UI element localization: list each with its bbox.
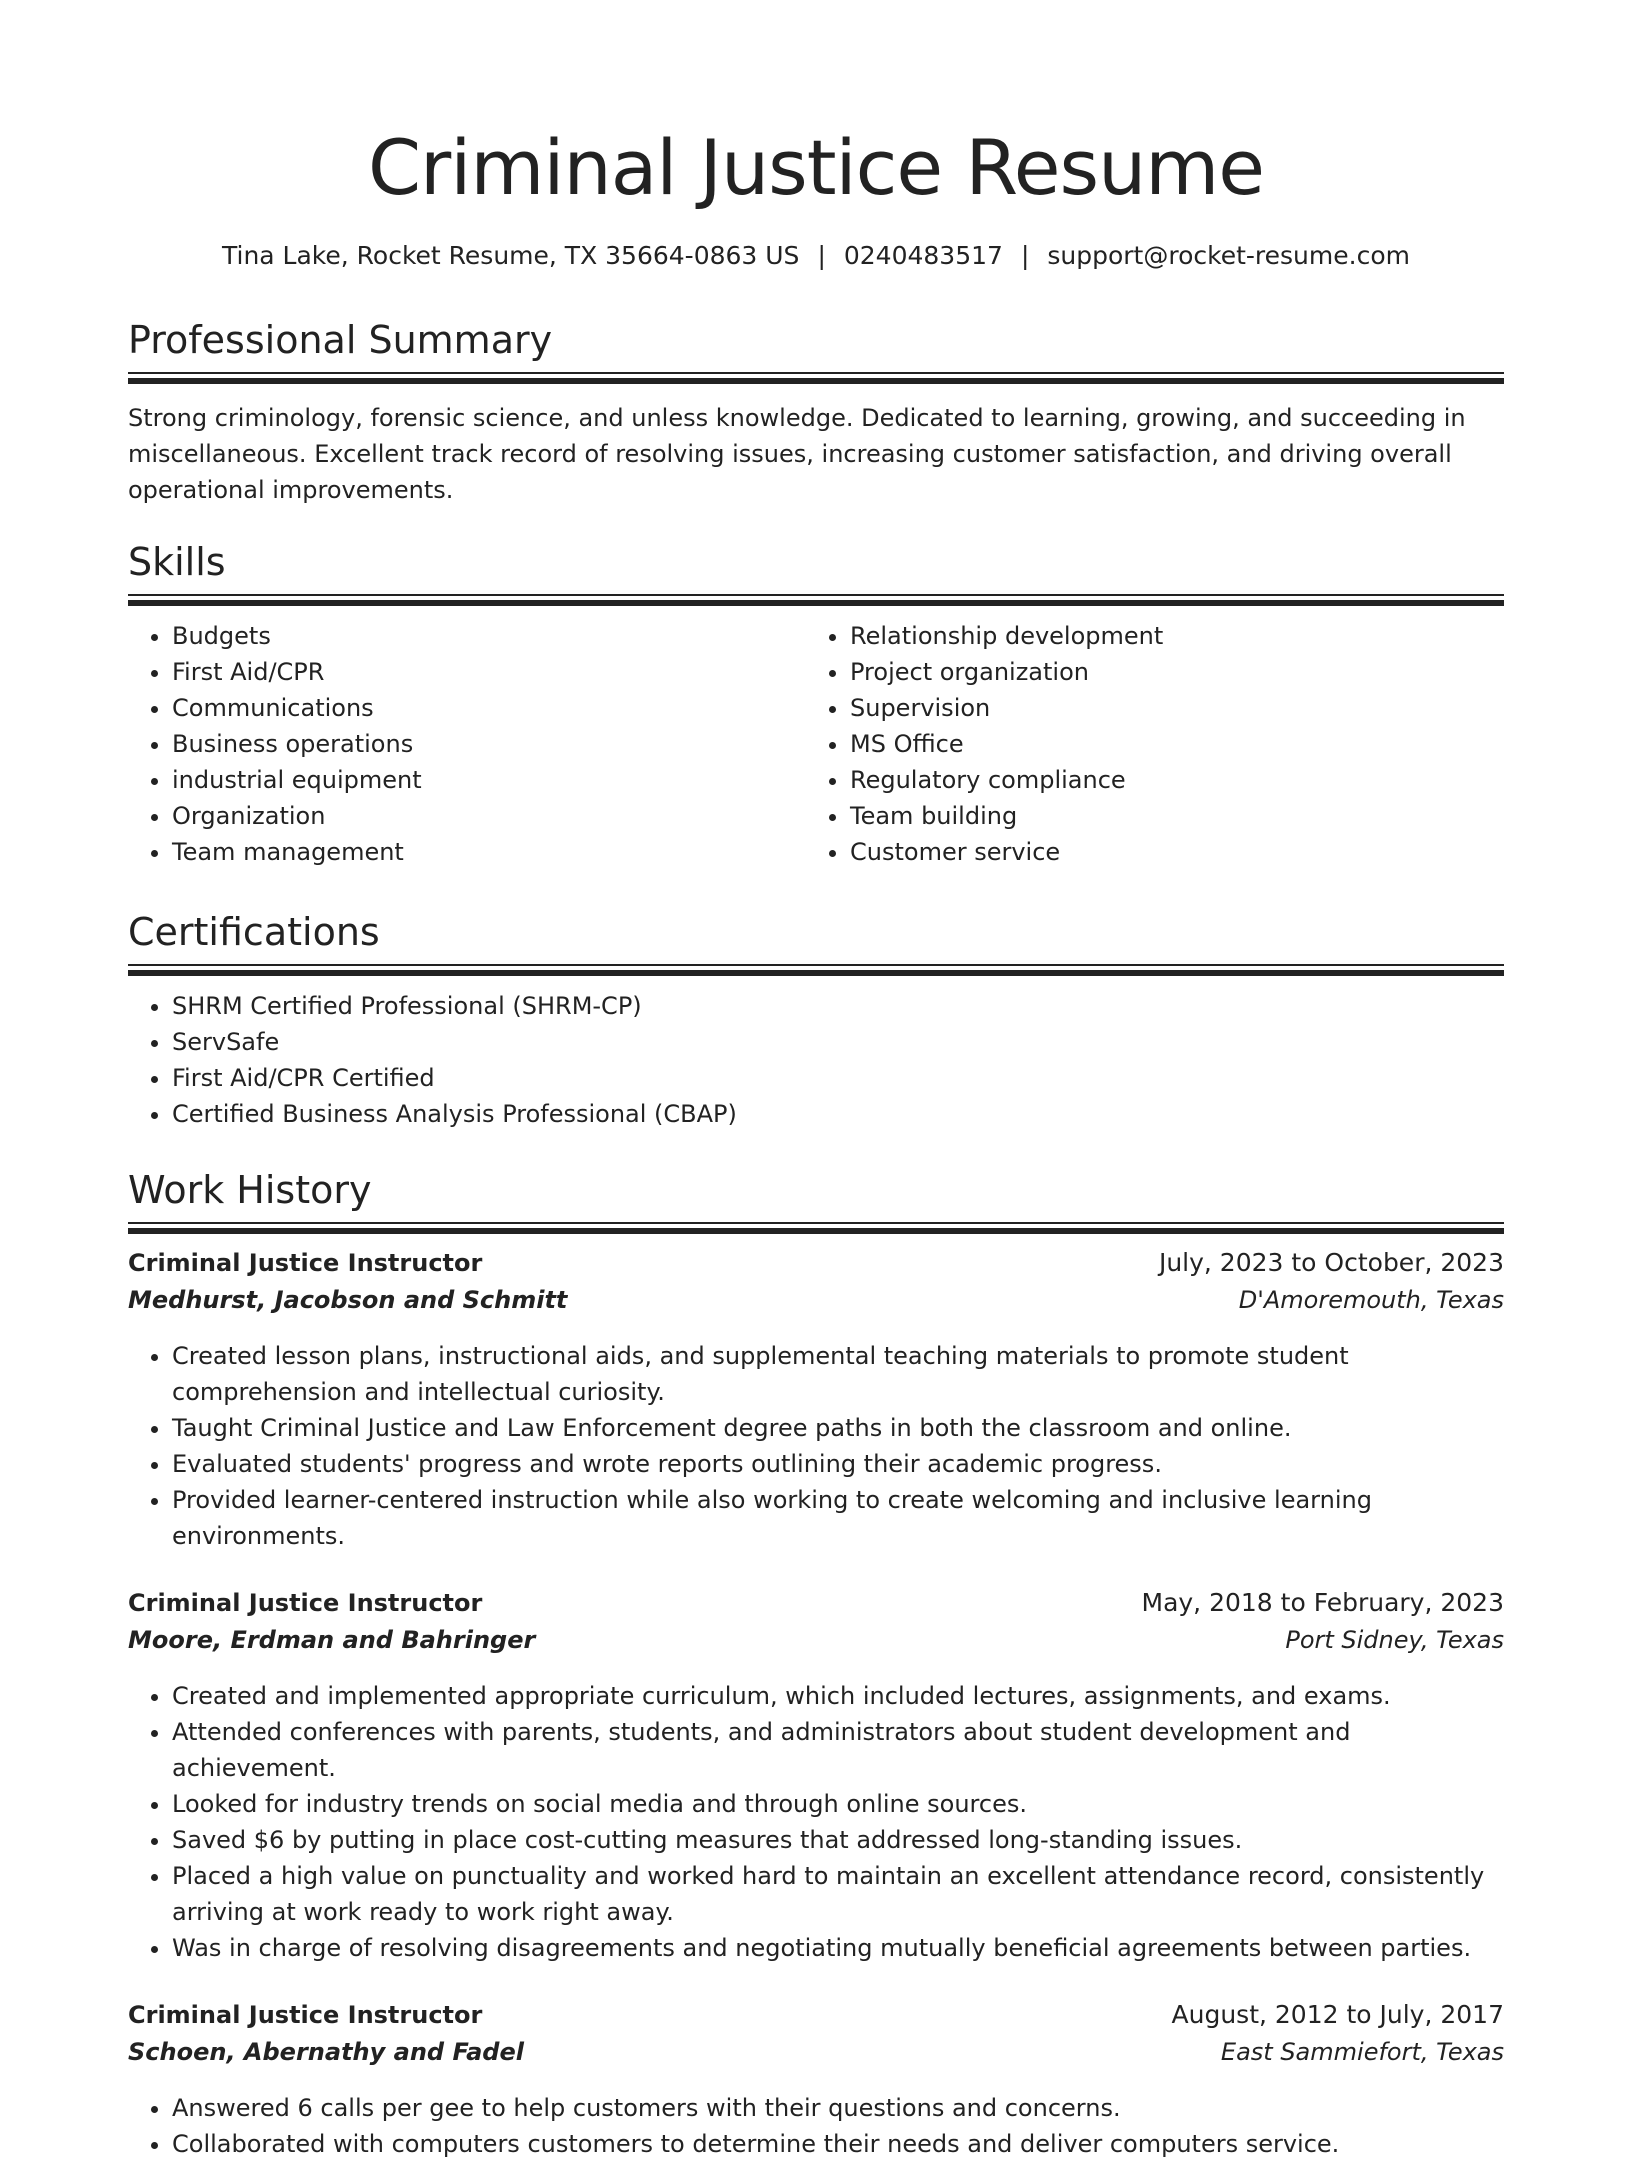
skills-columns: [128, 618, 1504, 870]
job-subheader: [128, 1286, 1504, 1324]
skills-section: [128, 538, 1504, 870]
job-bullet: • Saved $6 by putting in place cost-cutting measures that addressed long-standing issues.: [172, 1822, 1504, 1858]
certification-item: • First Aid/CPR Certified: [172, 1060, 1504, 1096]
job-location: D'Amoremouth, Texas: [1238, 1286, 1504, 1314]
job-header: [128, 1588, 1504, 1626]
contact-phone: 0240483517: [843, 241, 1003, 270]
summary-line: operational improvements.: [128, 476, 454, 504]
section-heading-skills: Skills: [128, 540, 226, 584]
certification-item: • SHRM Certified Professional (SHRM-CP): [172, 988, 1504, 1024]
job-title: Criminal Justice Instructor: [128, 1589, 483, 1617]
job-company: Schoen, Abernathy and Fadel: [128, 2038, 524, 2066]
section-divider: [128, 372, 1504, 384]
summary-section: [128, 316, 1504, 508]
job-header: [128, 1248, 1504, 1286]
skills-column-right: [806, 618, 1484, 870]
contact-separator: |: [1020, 241, 1030, 270]
contact-separator: |: [817, 241, 826, 270]
job-company: Medhurst, Jacobson and Schmitt: [128, 1286, 568, 1314]
skill-item: • industrial equipment: [172, 762, 806, 798]
skill-item: • Organization: [172, 798, 806, 834]
contact-line: [128, 238, 1504, 274]
resume-page: [128, 0, 1504, 2158]
job-bullet: • Taught Criminal Justice and Law Enforcement degree paths in both the classroom and online.: [172, 1410, 1504, 1446]
summary-line: Strong criminology, forensic science, and unless knowledge. Dedicated to learning, growing, and succeeding in: [128, 404, 1466, 432]
job-bullet: • Answered 6 calls per gee to help customers with their questions and concerns.: [172, 2090, 1504, 2126]
job-bullets: [128, 1678, 1504, 1966]
section-heading-work-history: Work History: [128, 1168, 372, 1212]
resume-title: Criminal Justice Resume: [367, 123, 1265, 212]
skill-item: • Team building: [850, 798, 1484, 834]
skill-item: • Budgets: [172, 618, 806, 654]
job-bullets: [128, 1338, 1504, 1554]
job-location: Port Sidney, Texas: [1285, 1626, 1504, 1654]
skill-item: • Regulatory compliance: [850, 762, 1484, 798]
section-divider: [128, 594, 1504, 606]
contact-address: Tina Lake, Rocket Resume, TX 35664-0863 US: [222, 241, 800, 270]
job-bullet: • Evaluated students' progress and wrote reports outlining their academic progress.: [172, 1446, 1504, 1482]
job-header: [128, 2000, 1504, 2038]
summary-text: [128, 400, 1504, 508]
job-subheader: [128, 2038, 1504, 2076]
job-company: Moore, Erdman and Bahringer: [128, 1626, 536, 1654]
certification-item: • ServSafe: [172, 1024, 1504, 1060]
certifications-list: [128, 988, 1504, 1132]
job-dates: August, 2012 to July, 2017: [1171, 2000, 1504, 2029]
skills-list-left: [128, 618, 806, 870]
skill-item: • Team management: [172, 834, 806, 870]
job-location: East Sammiefort, Texas: [1220, 2038, 1504, 2066]
summary-line: miscellaneous. Excellent track record of resolving issues, increasing customer satisfaction, and driving overall: [128, 440, 1452, 468]
section-heading-summary: Professional Summary: [128, 318, 553, 362]
section-divider: [128, 964, 1504, 976]
job-bullet: • Was in charge of resolving disagreements and negotiating mutually beneficial agreements between parties.: [172, 1930, 1504, 1966]
job-bullet: • Collaborated with computers customers to determine their needs and deliver computers service.: [172, 2126, 1504, 2162]
job-bullets: [128, 2090, 1504, 2162]
skill-item: • Communications: [172, 690, 806, 726]
skill-item: • Project organization: [850, 654, 1484, 690]
section-divider: [128, 1222, 1504, 1234]
certification-item: • Certified Business Analysis Professional (CBAP): [172, 1096, 1504, 1132]
job-bullet: • Created lesson plans, instructional aids, and supplemental teaching materials to promote student comprehension and intellectual curiosity.: [172, 1338, 1504, 1410]
job-subheader: [128, 1626, 1504, 1664]
job-entry: [128, 1248, 1504, 1554]
job-entry: [128, 1588, 1504, 1966]
skills-column-left: [128, 618, 806, 870]
skill-item: • MS Office: [850, 726, 1484, 762]
skill-item: • Relationship development: [850, 618, 1484, 654]
skill-item: • Customer service: [850, 834, 1484, 870]
job-bullet: • Attended conferences with parents, students, and administrators about student development and achievement.: [172, 1714, 1504, 1786]
skill-item: • Business operations: [172, 726, 806, 762]
job-bullet: • Placed a high value on punctuality and worked hard to maintain an excellent attendance record, consistently arriving at work ready to work right away.: [172, 1858, 1504, 1930]
contact-email: support@rocket-resume.com: [1047, 241, 1410, 270]
skills-list-right: [806, 618, 1484, 870]
certifications-section: [128, 908, 1504, 1132]
work-history-section: [128, 1166, 1504, 2162]
skill-item: • Supervision: [850, 690, 1484, 726]
job-entry: [128, 2000, 1504, 2162]
job-dates: July, 2023 to October, 2023: [1158, 1248, 1504, 1277]
job-title: Criminal Justice Instructor: [128, 1249, 483, 1277]
section-heading-certifications: Certifications: [128, 910, 380, 954]
job-bullet: • Provided learner-centered instruction while also working to create welcoming and inclusive learning environments.: [172, 1482, 1504, 1554]
job-bullet: • Created and implemented appropriate curriculum, which included lectures, assignments, and exams.: [172, 1678, 1504, 1714]
job-bullet: • Looked for industry trends on social media and through online sources.: [172, 1786, 1504, 1822]
job-title: Criminal Justice Instructor: [128, 2001, 483, 2029]
skill-item: • First Aid/CPR: [172, 654, 806, 690]
job-dates: May, 2018 to February, 2023: [1141, 1588, 1504, 1617]
